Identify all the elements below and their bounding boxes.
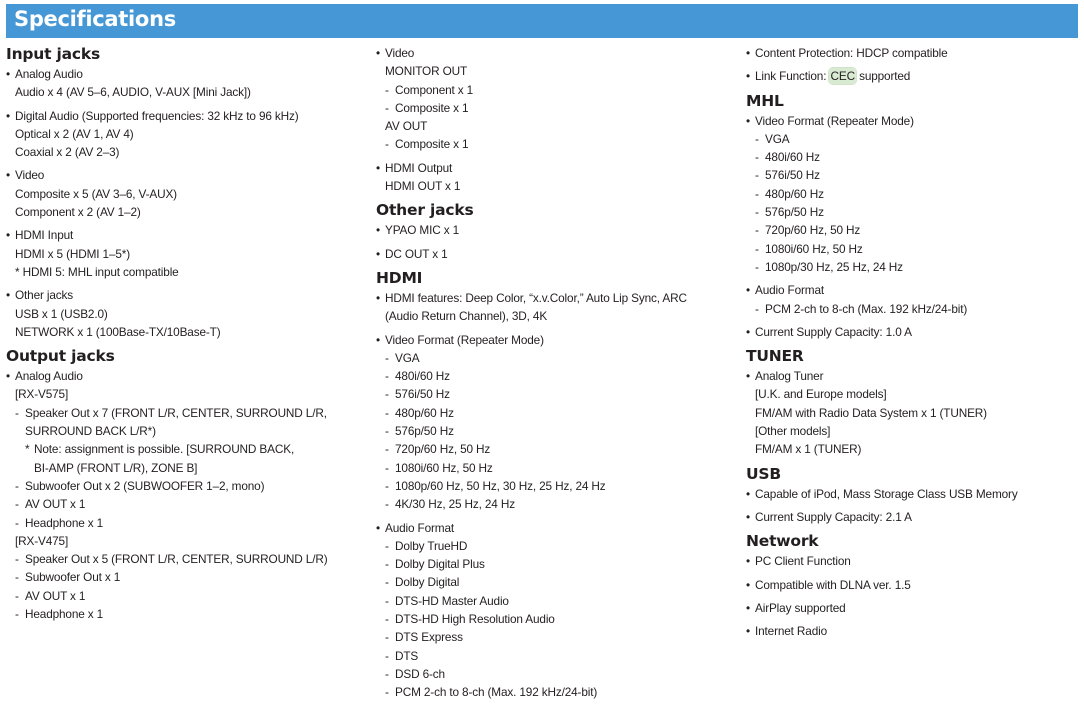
spec-line: - AV OUT x 1 — [6, 495, 356, 513]
spec-line: - 720p/60 Hz, 50 Hz — [376, 440, 726, 458]
link-function — [746, 67, 1080, 85]
network-section — [746, 531, 1080, 640]
list-item — [376, 44, 726, 154]
list-item — [376, 221, 726, 239]
spec-line: - 576i/50 Hz — [376, 385, 726, 403]
other-jacks-heading: Other jacks — [376, 201, 474, 220]
audio-format-label: • Audio Format — [746, 281, 1080, 299]
spec-line: - 480p/60 Hz — [746, 185, 1080, 203]
list-item — [746, 44, 1080, 62]
column-2 — [376, 44, 726, 707]
spec-line: - 1080p/60 Hz, 50 Hz, 30 Hz, 25 Hz, 24 Hz — [376, 477, 726, 495]
spec-line: - Subwoofer Out x 1 — [6, 568, 356, 586]
hdmi-output-label: • HDMI Output — [376, 159, 726, 177]
spec-line: Optical x 2 (AV 1, AV 4) — [15, 126, 134, 141]
spec-line: SURROUND BACK L/R*) — [25, 424, 156, 439]
list-item — [6, 166, 356, 221]
spec-line: - PCM 2-ch to 8-ch (Max. 192 kHz/24-bit) — [376, 683, 726, 701]
mhl-section — [746, 91, 1080, 342]
spec-line: - Subwoofer Out x 2 (SUBWOOFER 1–2, mono) — [6, 477, 356, 495]
spec-line: - VGA — [376, 349, 726, 367]
sub-label: MONITOR OUT — [385, 64, 468, 79]
column-3 — [746, 44, 1080, 645]
spec-line: • Internet Radio — [746, 622, 1080, 640]
list-item — [6, 226, 356, 281]
other-jacks-section — [376, 200, 726, 263]
spec-line: - 576i/50 Hz — [746, 166, 1080, 184]
spec-line: • Compatible with DLNA ver. 1.5 — [746, 576, 1080, 594]
spec-line: - 720p/60 Hz, 50 Hz — [746, 221, 1080, 239]
usb-heading: USB — [746, 464, 781, 483]
list-item — [746, 622, 1080, 640]
digital-audio-label: • Digital Audio (Supported frequencies: 32 kHz to 96 kHz) — [6, 107, 356, 125]
note-line: * Note: assignment is possible. [SURROUND BACK, — [6, 440, 356, 458]
other-jacks-label: • Other jacks — [6, 286, 356, 304]
list-item — [376, 159, 726, 196]
mhl-heading: MHL — [746, 91, 784, 110]
hdmi-input-label: • HDMI Input — [6, 226, 356, 244]
spec-line: • Current Supply Capacity: 1.0 A — [746, 323, 1080, 341]
list-item — [376, 289, 726, 326]
sub-label: AV OUT — [385, 119, 428, 134]
list-item — [746, 576, 1080, 594]
video-label: • Video — [6, 166, 356, 184]
input-jacks-section — [6, 44, 356, 341]
spec-line: - PCM 2-ch to 8-ch (Max. 192 kHz/24-bit) — [746, 300, 1080, 318]
list-item — [376, 519, 726, 702]
cec-highlight[interactable]: CEC — [830, 69, 855, 84]
content-protection: • Content Protection: HDCP compatible — [746, 44, 1080, 62]
output-jacks-section — [6, 346, 356, 623]
spec-line: - AV OUT x 1 — [6, 587, 356, 605]
spec-line: • DC OUT x 1 — [376, 245, 726, 263]
input-jacks-heading: Input jacks — [6, 45, 101, 63]
model-label: [RX-V475] — [15, 533, 69, 548]
list-item — [376, 331, 726, 514]
spec-line: - Composite x 1 — [376, 135, 726, 153]
list-item — [746, 599, 1080, 617]
spec-line: USB x 1 (USB2.0) — [15, 306, 108, 321]
spec-line: - Composite x 1 — [376, 99, 726, 117]
list-item — [746, 281, 1080, 318]
spec-line: Component x 2 (AV 1–2) — [15, 205, 141, 220]
spec-line: - 4K/30 Hz, 25 Hz, 24 Hz — [376, 495, 726, 513]
spec-line: - 1080i/60 Hz, 50 Hz — [376, 459, 726, 477]
spec-line: - 576p/50 Hz — [746, 203, 1080, 221]
asterisk: * — [15, 264, 23, 279]
video-format-label: • Video Format (Repeater Mode) — [376, 331, 726, 349]
analog-audio-label: • Analog Audio — [6, 367, 356, 385]
spec-line: - 576p/50 Hz — [376, 422, 726, 440]
spec-line: [Other models] — [755, 424, 831, 439]
spec-line: - 480p/60 Hz — [376, 404, 726, 422]
hdmi-section — [376, 268, 726, 702]
spec-line: - DSD 6-ch — [376, 665, 726, 683]
spec-line: - Dolby Digital — [376, 573, 726, 591]
list-item — [746, 552, 1080, 570]
spec-line: Audio x 4 (AV 5–6, AUDIO, V-AUX [Mini Jack]) — [15, 85, 251, 100]
spec-line: - Speaker Out x 7 (FRONT L/R, CENTER, SURROUND L/R, — [6, 404, 356, 422]
spec-line: - 1080i/60 Hz, 50 Hz — [746, 240, 1080, 258]
video-label: • Video — [376, 44, 726, 62]
spec-line: - 480i/60 Hz — [376, 367, 726, 385]
title-bar — [6, 4, 1078, 38]
spec-line: HDMI x 5 (HDMI 1–5*) — [15, 246, 130, 261]
list-item — [6, 367, 356, 623]
spec-line: - 1080p/30 Hz, 25 Hz, 24 Hz — [746, 258, 1080, 276]
spec-line: HDMI OUT x 1 — [385, 179, 461, 194]
link-function-suffix: supported — [855, 69, 911, 84]
spec-line: (Audio Return Channel), 3D, 4K — [385, 309, 548, 324]
spec-line: Coaxial x 2 (AV 2–3) — [15, 145, 120, 160]
spec-line: FM/AM x 1 (TUNER) — [755, 442, 862, 457]
network-heading: Network — [746, 532, 819, 551]
list-item — [746, 367, 1080, 458]
spec-line: - Speaker Out x 5 (FRONT L/R, CENTER, SURROUND L/R) — [6, 550, 356, 568]
spec-line: - VGA — [746, 130, 1080, 148]
usb-section — [746, 464, 1080, 527]
spec-line: FM/AM with Radio Data System x 1 (TUNER) — [755, 405, 987, 420]
audio-format-label: • Audio Format — [376, 519, 726, 537]
output-jacks-heading: Output jacks — [6, 347, 115, 366]
column-1 — [6, 44, 356, 628]
spec-line: • AirPlay supported — [746, 599, 1080, 617]
spec-line: - DTS — [376, 647, 726, 665]
list-item — [376, 245, 726, 263]
list-item — [6, 286, 356, 341]
list-item — [746, 112, 1080, 277]
spec-line: - 480i/60 Hz — [746, 148, 1080, 166]
list-item — [746, 67, 1080, 85]
list-item — [746, 485, 1080, 503]
spec-line: • Capable of iPod, Mass Storage Class USB Memory — [746, 485, 1080, 503]
spec-line: • Current Supply Capacity: 2.1 A — [746, 508, 1080, 526]
spec-line: • YPAO MIC x 1 — [376, 221, 726, 239]
analog-tuner-label: • Analog Tuner — [746, 367, 1080, 385]
spec-line: NETWORK x 1 (100Base-TX/10Base-T) — [15, 324, 221, 339]
tuner-heading: TUNER — [746, 347, 804, 366]
page-title: Specifications — [14, 7, 176, 31]
spec-line: - DTS-HD Master Audio — [376, 592, 726, 610]
list-item — [746, 508, 1080, 526]
spec-line: • PC Client Function — [746, 552, 1080, 570]
analog-audio-label: • Analog Audio — [6, 65, 356, 83]
video-format-label: • Video Format (Repeater Mode) — [746, 112, 1080, 130]
model-label: [RX-V575] — [15, 387, 69, 402]
list-item — [746, 323, 1080, 341]
spec-line: Composite x 5 (AV 3–6, V-AUX) — [15, 186, 177, 201]
spec-line: - Dolby TrueHD — [376, 537, 726, 555]
spec-line: - DTS-HD High Resolution Audio — [376, 610, 726, 628]
hdmi-heading: HDMI — [376, 268, 423, 287]
footnote — [6, 263, 356, 281]
list-item — [6, 65, 356, 102]
spec-line: - DTS Express — [376, 628, 726, 646]
spec-line: - Dolby Digital Plus — [376, 555, 726, 573]
list-item — [6, 107, 356, 162]
link-function-prefix: Link Function: — [755, 69, 830, 84]
spec-line: - Component x 1 — [376, 81, 726, 99]
footnote-text: HDMI 5: MHL input compatible — [22, 264, 179, 279]
note-line: BI-AMP (FRONT L/R), ZONE B] — [34, 460, 198, 475]
spec-line: - Headphone x 1 — [6, 605, 356, 623]
spec-line: - Headphone x 1 — [6, 514, 356, 532]
spec-line: • HDMI features: Deep Color, “x.v.Color,” Auto Lip Sync, ARC — [376, 289, 726, 307]
spec-line: [U.K. and Europe models] — [755, 387, 887, 402]
tuner-section — [746, 346, 1080, 458]
